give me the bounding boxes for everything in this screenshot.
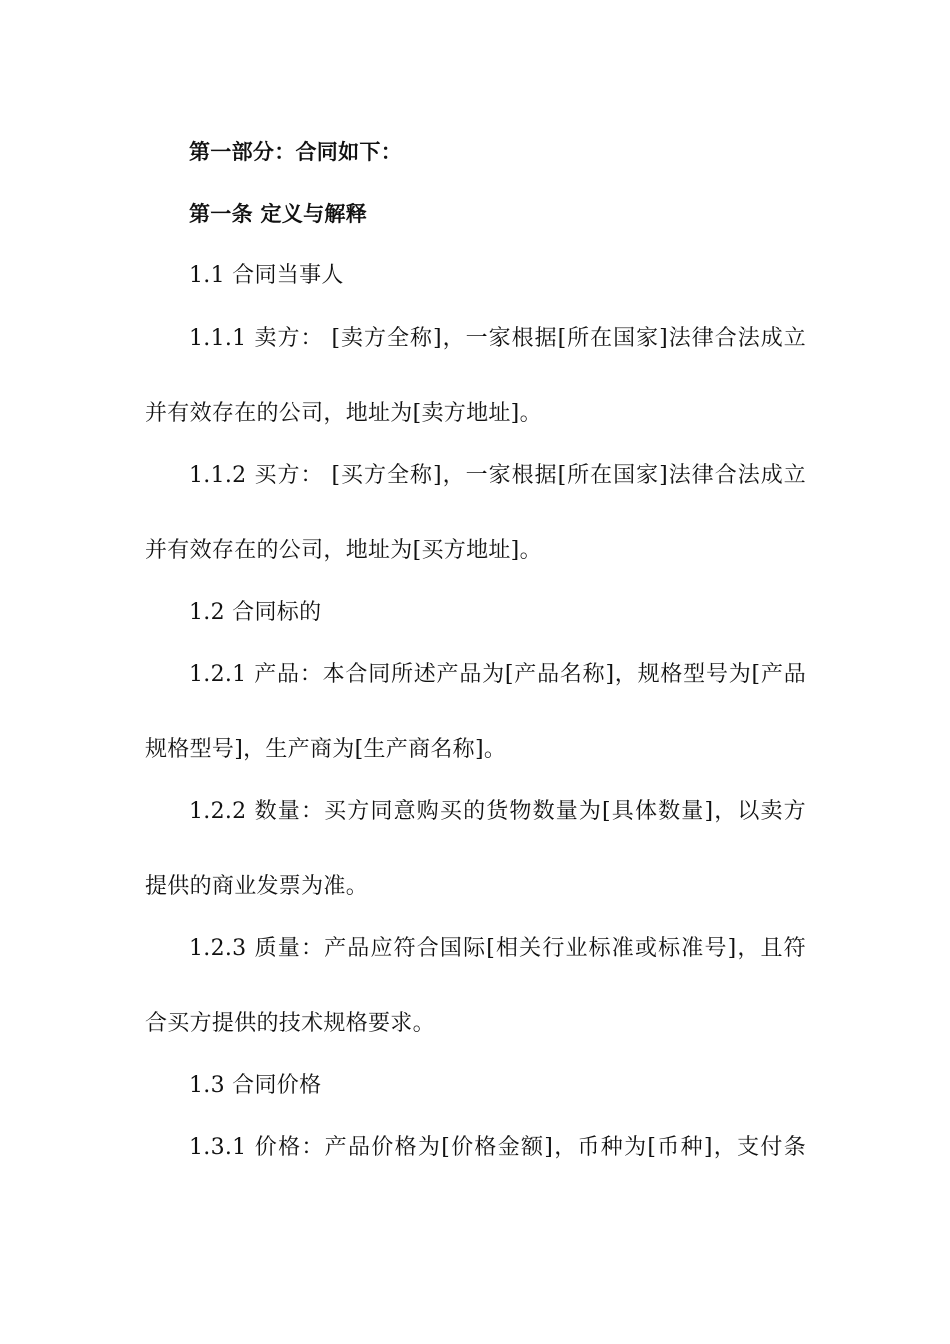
section-1-3-heading: 1.3 合同价格 — [189, 1073, 322, 1098]
clause-1-2-2-line-1: 1.2.2 数量：买方同意购买的货物数量为[具体数量]，以卖方 — [189, 799, 806, 824]
clause-1-1-1-line-2: 并有效存在的公司，地址为[卖方地址]。 — [145, 401, 542, 426]
section-1-2-heading: 1.2 合同标的 — [189, 600, 322, 625]
clause-1-1-2-line-1: 1.1.2 买方： [买方全称]，一家根据[所在国家]法律合法成立 — [189, 463, 806, 488]
clause-1-2-3-line-2: 合买方提供的技术规格要求。 — [145, 1011, 435, 1036]
clause-1-2-2-line-2: 提供的商业发票为准。 — [145, 874, 369, 899]
clause-1-2-1-line-2: 规格型号]，生产商为[生产商名称]。 — [145, 737, 507, 762]
clause-1-2-3-line-1: 1.2.3 质量：产品应符合国际[相关行业标准或标准号]，且符 — [189, 936, 806, 961]
clause-1-2-1-line-1: 1.2.1 产品：本合同所述产品为[产品名称]，规格型号为[产品 — [189, 662, 806, 687]
section-1-1-heading: 1.1 合同当事人 — [189, 263, 344, 288]
article-heading: 第一条 定义与解释 — [189, 202, 368, 226]
part-heading: 第一部分：合同如下： — [189, 140, 402, 164]
clause-1-3-1-line-1: 1.3.1 价格：产品价格为[价格金额]，币种为[币种]，支付条 — [189, 1135, 806, 1160]
clause-1-1-2-line-2: 并有效存在的公司，地址为[买方地址]。 — [145, 538, 542, 563]
clause-1-1-1-line-1: 1.1.1 卖方： [卖方全称]，一家根据[所在国家]法律合法成立 — [189, 326, 806, 351]
